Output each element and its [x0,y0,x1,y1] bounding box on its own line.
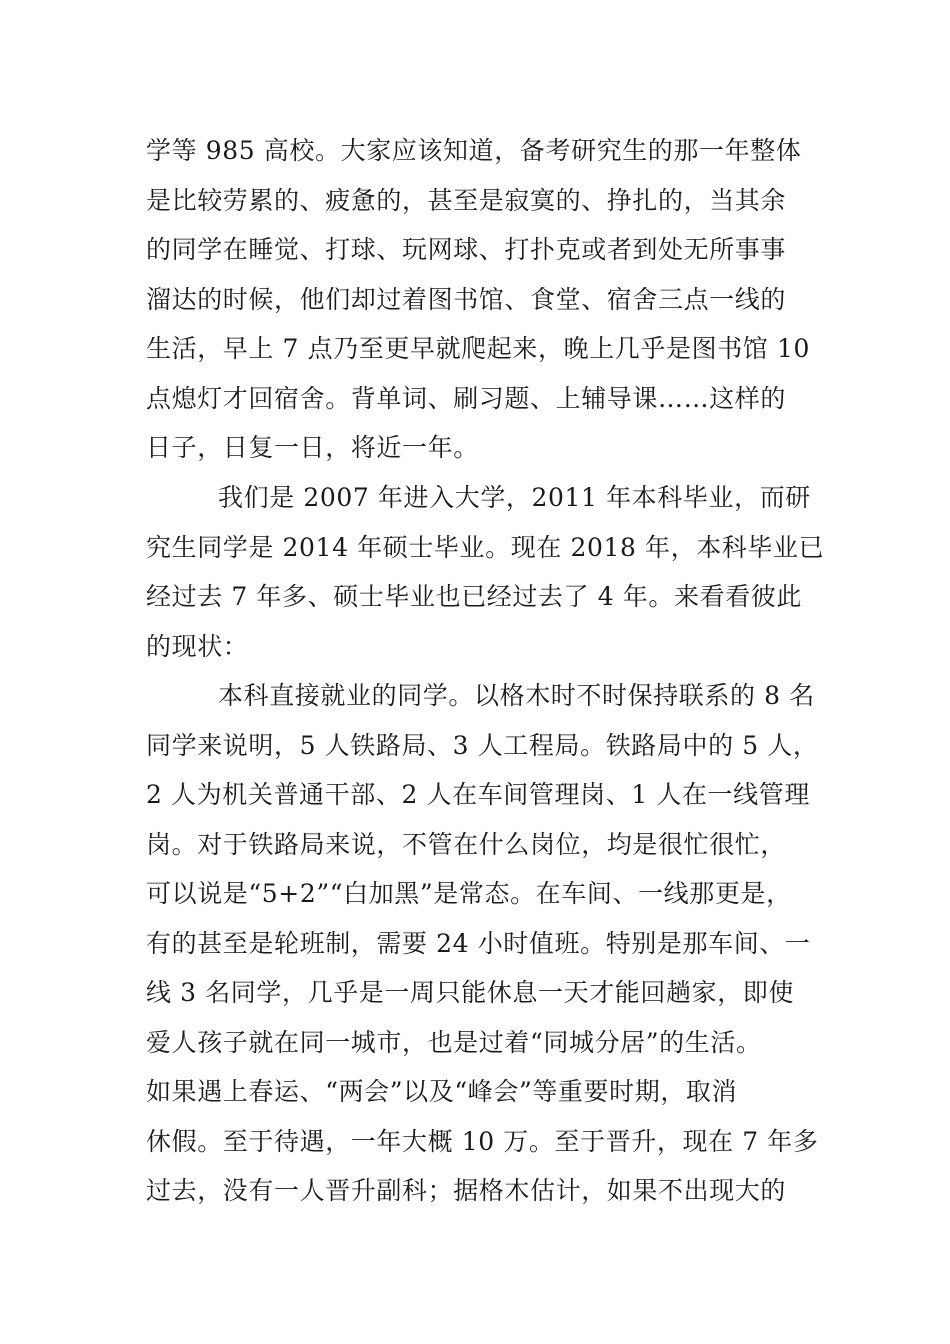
text-line: 2 人为机关普通干部、2 人在车间管理岗、1 人在一线管理 [146,780,810,809]
text-line: 岗。对于铁路局来说，不管在什么岗位，均是很忙很忙， [146,830,787,859]
text-line: 溜达的时候，他们却过着图书馆、食堂、宿舍三点一线的 [146,285,787,314]
text-line: 经过去 7 年多、硕士毕业也已经过去了 4 年。来看看彼此 [146,582,803,611]
text-line: 日子，日复一日，将近一年。 [146,433,479,462]
text-line: 如果遇上春运、“两会”以及“峰会”等重要时期，取消 [146,1077,738,1106]
text-line: 究生同学是 2014 年硕士毕业。现在 2018 年，本科毕业已 [146,533,825,562]
text-line: 的现状： [146,632,249,661]
paragraph-start-line: 本科直接就业的同学。以格木时不时保持联系的 8 名 [218,681,815,710]
text-line: 可以说是“5+2”“白加黑”是常态。在车间、一线那更是， [146,879,792,908]
text-line: 点熄灯才回宿舍。背单词、刷习题、上辅导课……这样的 [146,384,787,413]
paragraph-start-line: 我们是 2007 年进入大学，2011 年本科毕业，而研 [218,483,811,512]
text-line: 学等 985 高校。大家应该知道，备考研究生的那一年整体 [146,136,802,165]
text-line: 有的甚至是轮班制，需要 24 小时值班。特别是那车间、一 [146,929,811,958]
text-line: 同学来说明，5 人铁路局、3 人工程局。铁路局中的 5 人， [146,731,819,760]
text-line: 生活，早上 7 点乃至更早就爬起来，晚上几乎是图书馆 10 [146,334,810,363]
text-line: 休假。至于待遇，一年大概 10 万。至于晋升，现在 7 年多 [146,1127,819,1156]
text-line: 的同学在睡觉、打球、玩网球、打扑克或者到处无所事事 [146,235,787,264]
text-line: 爱人孩子就在同一城市，也是过着“同城分居”的生活。 [146,1028,762,1057]
text-line: 是比较劳累的、疲惫的，甚至是寂寞的、挣扎的，当其余 [146,186,787,215]
text-line: 过去，没有一人晋升副科；据格木估计，如果不出现大的 [146,1176,787,1205]
text-line: 线 3 名同学，几乎是一周只能休息一天才能回趟家，即使 [146,978,795,1007]
